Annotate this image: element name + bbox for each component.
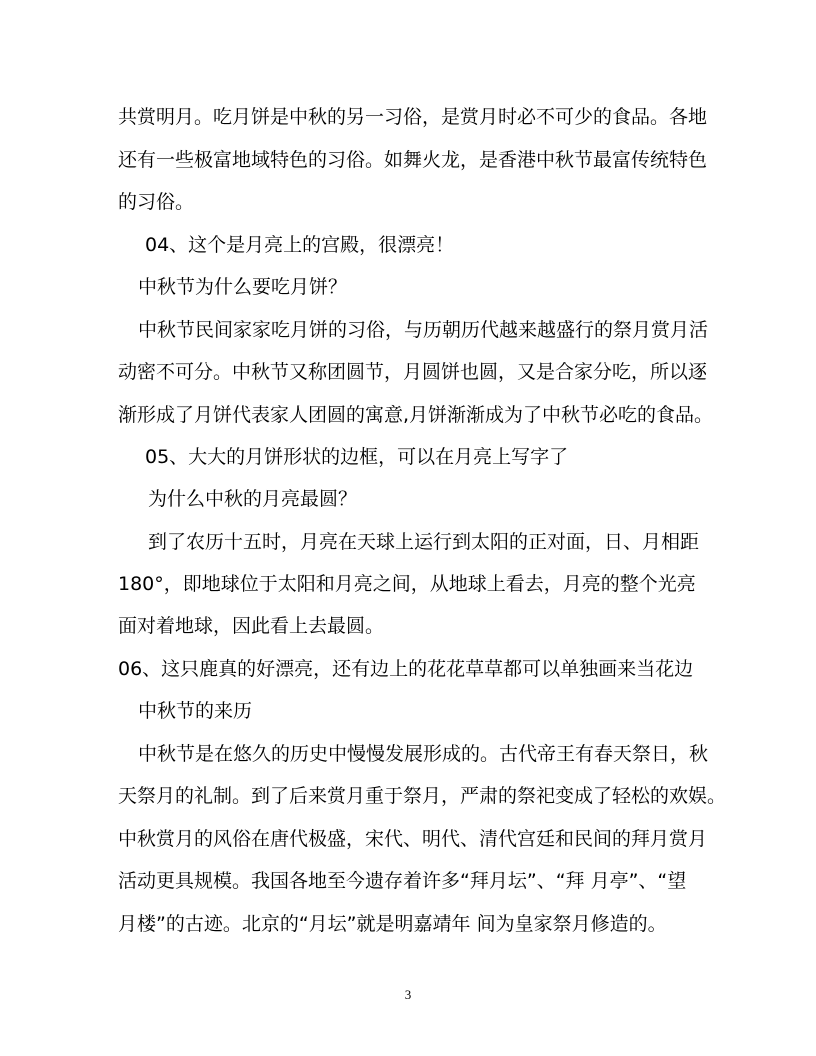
page-number: 3 bbox=[404, 987, 412, 1002]
section-heading: 为什么中秋的月亮最圆？ bbox=[148, 488, 358, 510]
body-text-line: 中秋节是在悠久的历史中慢慢发展形成的。古代帝王有春天祭日，秋 bbox=[138, 743, 709, 765]
body-text-line: 渐形成了月饼代表家人团圆的寓意,月饼渐渐成为了中秋节必吃的食品。 bbox=[118, 404, 714, 426]
body-text-line: 180°，即地球位于太阳和月亮之间，从地球上看去，月亮的整个光亮 bbox=[118, 573, 696, 595]
body-text-line: 天祭月的礼制。到了后来赏月重于祭月，严肃的祭祀变成了轻松的欢娱。 bbox=[118, 785, 727, 807]
body-text-line: 中秋节民间家家吃月饼的习俗，与历朝历代越来越盛行的祭月赏月活 bbox=[138, 319, 709, 341]
body-text-line: 还有一些极富地域特色的习俗。如舞火龙，是香港中秋节最富传统特色 bbox=[118, 149, 708, 171]
body-text-line: 中秋赏月的风俗在唐代极盛，宋代、明代、清代宫廷和民间的拜月赏月 bbox=[118, 828, 708, 850]
body-text-line: 共赏明月。吃月饼是中秋的另一习俗，是赏月时必不可少的食品。各地 bbox=[118, 106, 708, 128]
body-text-line: 面对着地球，因此看上去最圆。 bbox=[118, 615, 385, 637]
item-caption: 04、这个是月亮上的宫殿，很漂亮！ bbox=[145, 234, 455, 256]
body-text-line: 到了农历十五时，月亮在天球上运行到太阳的正对面，日、月相距 bbox=[148, 531, 700, 553]
body-text-line: 月楼”的古迹。北京的“月坛”就是明嘉靖年 间为皇家祭月修造的。 bbox=[118, 913, 667, 935]
section-heading: 中秋节的来历 bbox=[138, 700, 253, 722]
item-caption: 06、这只鹿真的好漂亮，还有边上的花花草草都可以单独画来当花边 bbox=[118, 658, 694, 680]
body-text-line: 动密不可分。中秋节又称团圆节，月圆饼也圆，又是合家分吃，所以逐 bbox=[118, 361, 708, 383]
body-text-line: 活动更具规模。我国各地至今遗存着许多“拜月坛”、“拜 月亭”、“望 bbox=[118, 870, 687, 892]
item-caption: 05、大大的月饼形状的边框，可以在月亮上写字了 bbox=[145, 446, 569, 468]
section-heading: 中秋节为什么要吃月饼？ bbox=[138, 276, 348, 298]
body-text-line: 的习俗。 bbox=[118, 191, 195, 213]
